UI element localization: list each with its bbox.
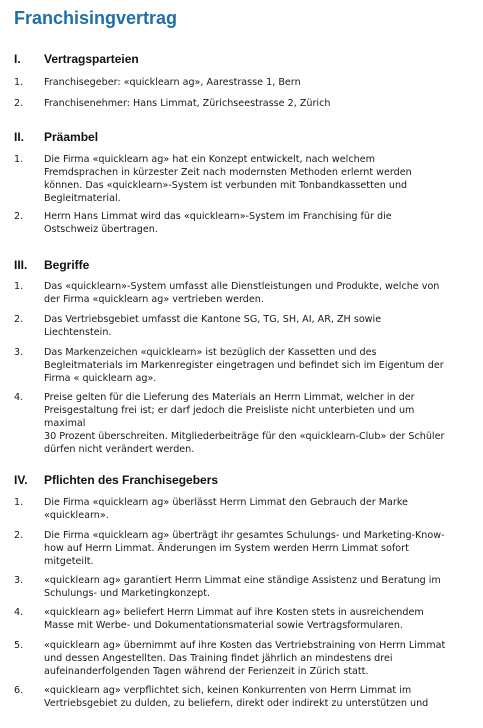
section-title: Begriffe — [44, 258, 90, 272]
list-item — [14, 574, 470, 600]
list-item — [14, 606, 470, 632]
item-number: 1. — [14, 77, 24, 88]
item-text: Preise gelten für die Lieferung des Materials an Herrn Limmat, welcher in der Preisgestaltung frei ist; er darf jedoch die Preisliste nicht unterbieten und um maximal 30 Prozent überschreiten. Mitgliederbeiträge für den «quicklearn-Club» der Schüler dürfen nicht verändert werden. — [44, 392, 445, 455]
item-number: 1. — [14, 281, 24, 292]
item-text: Franchisegeber: «quicklearn ag», Aarestrasse 1, Bern — [44, 77, 301, 88]
item-number: 2. — [14, 314, 24, 325]
item-text: Die Firma «quicklearn ag» überträgt ihr gesamtes Schulungs- und Marketing-Know- how auf Herrn Limmat. Änderungen im System werden Herrn Limmat sofort mitgeteilt. — [44, 530, 445, 567]
item-text: Das «quicklearn»-System umfasst alle Dienstleistungen und Produkte, welche von der Firma «quicklearn ag» vertrieben werden. — [44, 281, 440, 305]
section-number: IV. — [14, 473, 28, 487]
item-text: Herrn Hans Limmat wird das «quicklearn»-System im Franchising für die Ostschweiz übertragen. — [44, 211, 392, 235]
item-number: 2. — [14, 211, 24, 222]
item-text: «quicklearn ag» verpflichtet sich, keinen Konkurrenten von Herrn Limmat im Vertriebsgebiet zu dulden, zu beliefern, direkt oder indirekt zu unterstützen und — [44, 685, 429, 709]
item-number: 2. — [14, 530, 24, 541]
list-item — [14, 391, 470, 456]
list-item — [14, 346, 470, 385]
list-item — [14, 639, 470, 678]
item-number: 3. — [14, 347, 24, 358]
item-number: 5. — [14, 640, 24, 651]
list-item — [14, 496, 470, 522]
item-text: «quicklearn ag» garantiert Herrn Limmat eine ständige Assistenz und Beratung im Schulungs- und Marketingkonzept. — [44, 575, 441, 599]
item-number: 2. — [14, 98, 24, 109]
list-item — [14, 97, 470, 110]
list-item — [14, 153, 470, 205]
item-number: 3. — [14, 575, 24, 586]
item-number: 4. — [14, 392, 24, 403]
list-item — [14, 76, 470, 89]
section-title: Präambel — [44, 130, 99, 144]
item-text: Die Firma «quicklearn ag» überlässt Herrn Limmat den Gebrauch der Marke «quicklearn». — [44, 497, 408, 521]
section-number: III. — [14, 258, 28, 272]
list-item — [14, 529, 470, 568]
section-title: Pflichten des Franchisegebers — [44, 473, 219, 487]
item-text: Die Firma «quicklearn ag» hat ein Konzept entwickelt, nach welchem Fremdsprachen in kürzester Zeit nach modernsten Methoden erlernt werden können. Das «quicklearn»-System ist verbunden mit Tonbandkassetten und Begleitmaterial. — [44, 154, 412, 204]
item-number: 1. — [14, 154, 24, 165]
item-text: «quicklearn ag» übernimmt auf ihre Kosten das Vertriebstraining von Herrn Limmat und dessen Angestellten. Das Training findet jährlich an mindestens drei aufeinanderfolgenden Tagen während der Ferienzeit in Zürich statt. — [44, 640, 446, 677]
section-number: II. — [14, 130, 25, 144]
section-title: Vertragsparteien — [44, 52, 139, 66]
list-item — [14, 313, 470, 339]
item-text: Franchisenehmer: Hans Limmat, Zürichseestrasse 2, Zürich — [44, 98, 331, 109]
list-item — [14, 684, 470, 710]
document-title: Franchisingvertrag — [14, 8, 178, 28]
list-item — [14, 280, 470, 306]
list-item — [14, 210, 470, 236]
item-number: 4. — [14, 607, 24, 618]
section-number: I. — [14, 52, 21, 66]
item-number: 6. — [14, 685, 24, 696]
item-text: Das Vertriebsgebiet umfasst die Kantone SG, TG, SH, AI, AR, ZH sowie Liechtenstein. — [44, 314, 382, 338]
item-number: 1. — [14, 497, 24, 508]
item-text: «quicklearn ag» beliefert Herrn Limmat auf ihre Kosten stets in ausreichendem Masse mit Werbe- und Dokumentationsmaterial sowie Vertragsformularen. — [44, 607, 424, 631]
item-text: Das Markenzeichen «quicklearn» ist bezüglich der Kassetten und des Begleitmaterials im Markenregister eingetragen und befindet sich im Eigentum der Firma « quicklearn ag». — [44, 347, 444, 384]
